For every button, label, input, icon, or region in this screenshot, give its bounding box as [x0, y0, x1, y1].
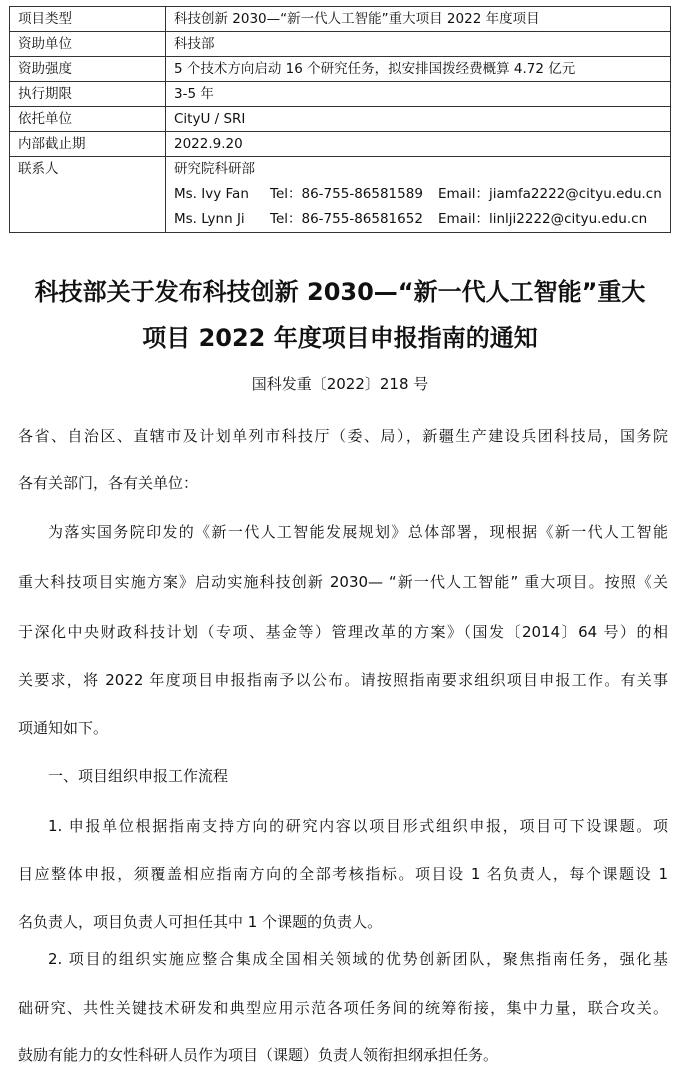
- contact-person: [174, 207, 662, 232]
- row-label: 内部截止期: [10, 132, 166, 157]
- row-label: 资助强度: [10, 57, 166, 82]
- body-line: 各省、自治区、直辖市及计划单列市科技厅（委、局），新疆生产建设兵团科技局，国务院: [18, 427, 668, 445]
- contact-email-link[interactable]: Email：linlji2222@cityu.edu.cn: [438, 211, 648, 227]
- table-row-contact: [10, 157, 671, 233]
- body-line: 关要求，将 2022 年度项目申报指南予以公布。请按照指南要求组织项目申报工作。有关事: [18, 671, 668, 689]
- table-row: [10, 32, 671, 57]
- contact-tel: Tel：86-755-86581589: [270, 186, 423, 202]
- body-line: 各有关部门，各有关单位：: [18, 474, 199, 492]
- contact-email-link[interactable]: Email：jiamfa2222@cityu.edu.cn: [438, 186, 662, 202]
- body-line: 2. 项目的组织实施应整合集成全国相关领域的优势创新团队，聚焦指南任务，强化基: [48, 950, 668, 968]
- row-value: 2022.9.20: [166, 132, 671, 157]
- body-line: 项通知如下。: [18, 719, 109, 737]
- table-row: [10, 107, 671, 132]
- document-number: 国科发重〔2022〕218 号: [251, 375, 429, 393]
- row-label: 资助单位: [10, 32, 166, 57]
- contact-name: Ms. Lynn Ji: [174, 211, 245, 227]
- row-label: 项目类型: [10, 7, 166, 32]
- document-title-line: 科技部关于发布科技创新 2030—“新一代人工智能”重大: [34, 278, 646, 306]
- table-row: [10, 57, 671, 82]
- table-row: [10, 82, 671, 107]
- row-label: 执行期限: [10, 82, 166, 107]
- body-line: 础研究、共性关键技术研发和典型应用示范各项任务间的统筹衔接，集中力量，联合攻关。: [18, 999, 668, 1017]
- contact-tel: Tel：86-755-86581652: [270, 211, 423, 227]
- table-row: [10, 7, 671, 32]
- row-value: 3-5 年: [166, 82, 671, 107]
- row-label: 依托单位: [10, 107, 166, 132]
- body-line: 目应整体申报，须覆盖相应指南方向的全部考核指标。项目设 1 名负责人，每个课题设 1: [18, 865, 668, 883]
- contact-value: [166, 157, 671, 233]
- contact-name: Ms. Ivy Fan: [174, 186, 249, 202]
- row-value: 科技创新 2030—“新一代人工智能”重大项目 2022 年度项目: [166, 7, 671, 32]
- table-row: [10, 132, 671, 157]
- contact-label: 联系人: [10, 157, 166, 233]
- row-value: 科技部: [166, 32, 671, 57]
- body-line: 名负责人，项目负责人可担任其中 1 个课题的负责人。: [18, 913, 383, 931]
- document-title-line: 项目 2022 年度项目申报指南的通知: [142, 324, 538, 352]
- body-line: 为落实国务院印发的《新一代人工智能发展规划》总体部署，现根据《新一代人工智能: [48, 523, 668, 541]
- project-info-table: [9, 6, 671, 233]
- body-line: 重大科技项目实施方案》启动实施科技创新 2030— “新一代人工智能” 重大项目。按照《关: [18, 573, 668, 591]
- contact-dept: 研究院科研部: [174, 161, 255, 177]
- body-line: 鼓励有能力的女性科研人员作为项目（课题）负责人领衔担纲承担任务。: [18, 1046, 499, 1064]
- row-value: 5 个技术方向启动 16 个研究任务，拟安排国拨经费概算 4.72 亿元: [166, 57, 671, 82]
- section-heading: 一、项目组织申报工作流程: [48, 767, 229, 785]
- row-value: CityU / SRI: [166, 107, 671, 132]
- body-line: 1. 申报单位根据指南支持方向的研究内容以项目形式组织申报，项目可下设课题。项: [48, 817, 668, 835]
- contact-person: [174, 182, 662, 207]
- body-line: 于深化中央财政科技计划（专项、基金等）管理改革的方案》（国发〔2014〕64 号）的相: [18, 623, 668, 641]
